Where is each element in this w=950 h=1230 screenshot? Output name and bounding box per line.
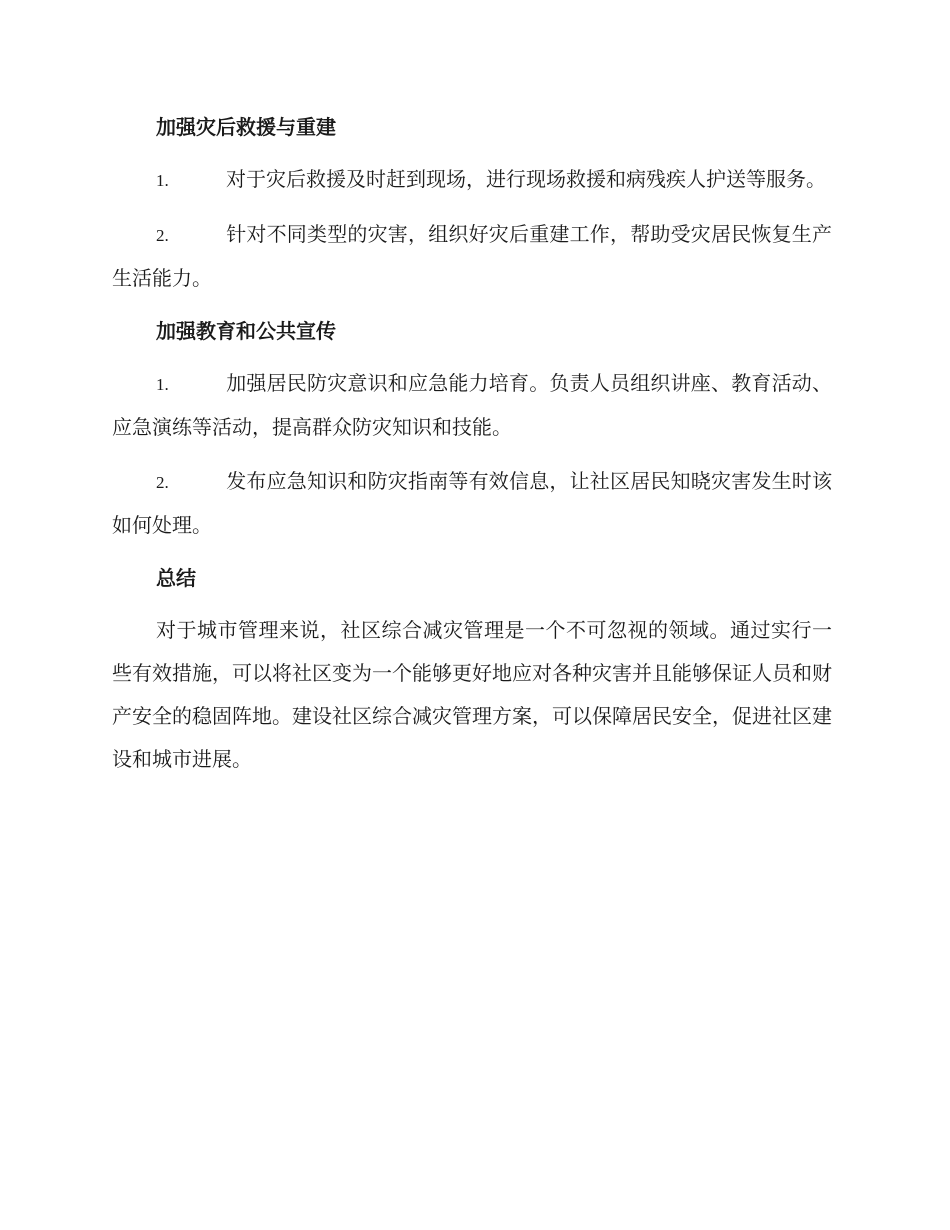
list-item-text: 发布应急知识和防灾指南等有效信息，让社区居民知晓灾害发生时该如何处理。 [112, 469, 832, 537]
list-number: 1. [156, 171, 169, 190]
list-item-text: 加强居民防灾意识和应急能力培育。负责人员组织讲座、教育活动、应急演练等活动，提高群众防灾知识和技能。 [112, 371, 832, 439]
list-item [112, 158, 832, 202]
list-item [112, 362, 832, 449]
list-item [112, 213, 832, 300]
list-number: 2. [156, 226, 169, 245]
list-number: 2. [156, 473, 169, 492]
list-item-text: 对于灾后救援及时赶到现场，进行现场救援和病残疾人护送等服务。 [226, 167, 826, 191]
list-item-text: 针对不同类型的灾害，组织好灾后重建工作，帮助受灾居民恢复生产生活能力。 [112, 222, 832, 290]
list-number: 1. [156, 375, 169, 394]
document-page [112, 107, 832, 781]
section-heading-rescue: 加强灾后救援与重建 [156, 115, 336, 139]
section-heading-education: 加强教育和公共宣传 [156, 319, 336, 343]
list-item [112, 460, 832, 547]
section-heading-summary: 总结 [156, 566, 196, 590]
summary-paragraph: 对于城市管理来说，社区综合减灾管理是一个不可忽视的领域。通过实行一些有效措施，可以将社区变为一个能够更好地应对各种灾害并且能够保证人员和财产安全的稳固阵地。建设社区综合减灾管理方案，可以保障居民安全，促进社区建设和城市进展。 [112, 618, 832, 771]
